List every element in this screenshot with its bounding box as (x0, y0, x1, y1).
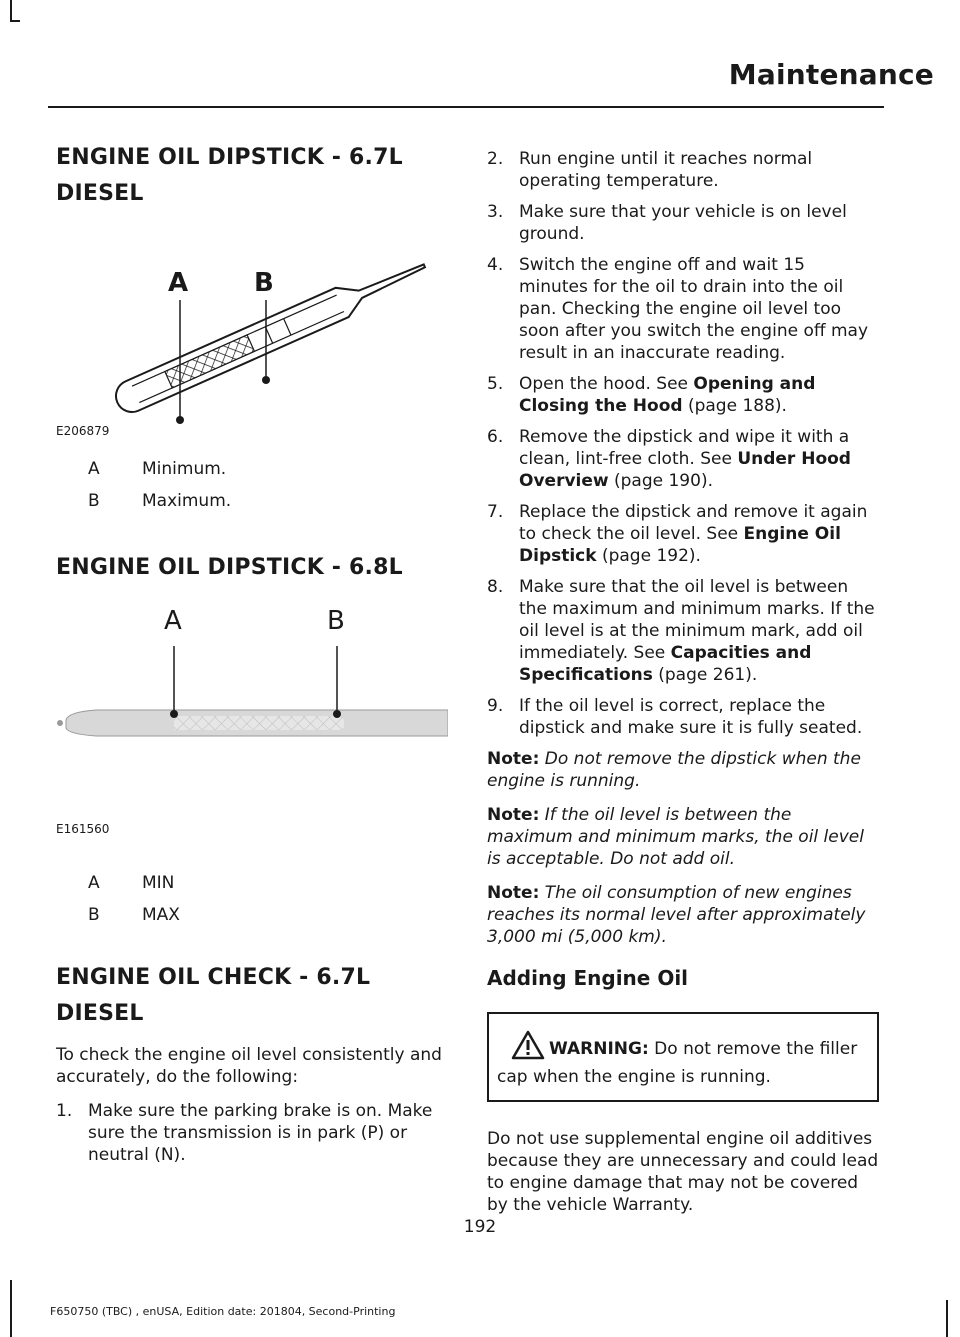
step-text (519, 695, 879, 739)
subsection-title-adding-oil: Adding Engine Oil (487, 966, 689, 990)
legend-key: A (88, 873, 100, 893)
note (487, 748, 879, 792)
figure-code: E161560 (56, 822, 110, 836)
legend-row (56, 872, 448, 894)
step-text-body: Make sure that your vehicle is on level ground. (519, 202, 847, 244)
step-number: 9. (487, 696, 504, 716)
step-text-body: Remove the dipstick and wipe it with a clean, lint-free cloth. See (519, 427, 850, 469)
step-number: 1. (56, 1101, 73, 1121)
step-text-body: Make sure that the oil level is between the maximum and minimum marks. If the oil level is at the minimum mark, add oil immediately. See (519, 577, 875, 663)
warning-text: Do not remove the filler cap when the engine is running. (497, 1039, 858, 1087)
section-title-line2: DIESEL (56, 1001, 144, 1026)
intro-paragraph: To check the engine oil level consistently and accurately, do the following: (56, 1045, 442, 1087)
step-text-body: Run engine until it reaches normal operating temperature. (519, 149, 813, 191)
section-title-line1: ENGINE OIL DIPSTICK - 6.7L (56, 145, 403, 170)
footer-edition: F650750 (TBC) , enUSA, Edition date: 201804, Second-Printing (50, 1305, 396, 1318)
callout-a: A (168, 268, 189, 298)
list-item (487, 695, 879, 739)
warning-triangle-icon (511, 1030, 545, 1066)
left-column (56, 140, 448, 1175)
cross-reference-link[interactable]: Opening and Closing the Hood (519, 374, 816, 416)
legend-value: MAX (142, 905, 180, 925)
page-reference: (page 190). (608, 471, 713, 491)
step-number: 6. (487, 427, 504, 447)
step-text: Make sure the parking brake is on. Make sure the transmission is in park (P) or neutral (N). (88, 1101, 433, 1165)
step-number: 2. (487, 149, 504, 169)
steps-list-right (487, 148, 879, 739)
dipstick-67-illustration (56, 210, 448, 450)
warning-label: WARNING: (549, 1039, 649, 1059)
cross-reference-link[interactable]: Under Hood Overview (519, 449, 851, 491)
list-item (487, 576, 879, 686)
step-number: 7. (487, 502, 504, 522)
crop-mark-bottom-left (10, 1280, 12, 1337)
note-text: Do not remove the dipstick when the engine is running. (487, 749, 861, 791)
cross-reference-link[interactable]: Engine Oil Dipstick (519, 524, 841, 566)
section-title-dipstick-68: ENGINE OIL DIPSTICK - 6.8L (56, 555, 403, 580)
section-title-oil-check (56, 960, 448, 1032)
legend-key: B (88, 491, 100, 511)
note-text: The oil consumption of new engines reaches its normal level after approximately 3,000 mi (5,000 km). (487, 883, 866, 947)
note-label: Note: (487, 805, 540, 825)
section-title-line2: DIESEL (56, 181, 144, 206)
note-label: Note: (487, 749, 540, 769)
callout-a: A (164, 606, 182, 636)
legend-value: Minimum. (142, 459, 227, 479)
header-rule (48, 106, 884, 108)
page-reference: (page 261). (652, 665, 758, 685)
page-reference: (page 188). (682, 396, 787, 416)
note (487, 804, 879, 870)
legend-68 (56, 872, 448, 926)
legend-row (56, 490, 448, 512)
crop-mark-bottom-right (946, 1300, 948, 1337)
page-header-title: Maintenance (728, 58, 934, 91)
figure-code: E206879 (56, 424, 110, 438)
step-number: 4. (487, 255, 504, 275)
section-title-line1: ENGINE OIL CHECK - 6.7L (56, 965, 371, 990)
step-text-body: Replace the dipstick and remove it again to check the oil level. See (519, 502, 868, 544)
step-text-body: If the oil level is correct, replace the dipstick and make sure it is fully seated. (519, 696, 863, 738)
callout-b: B (254, 268, 274, 298)
closing-paragraph: Do not use supplemental engine oil additives because they are unnecessary and could lead to engine damage that may not be covered by the vehicle Warranty. (487, 1129, 879, 1215)
step-text (519, 201, 879, 245)
figure-dipstick-68 (56, 596, 448, 856)
legend-row (56, 458, 448, 480)
step-text-body: Switch the engine off and wait 15 minutes for the oil to drain into the oil pan. Checking the engine oil level too soon after you switch the engine off may result in an inaccurate reading. (519, 255, 869, 363)
dipstick-68-illustration (56, 596, 448, 856)
cross-reference-link[interactable]: Capacities and Specifications (519, 643, 812, 685)
section-title-dipstick-67 (56, 140, 448, 212)
step-text (519, 576, 879, 686)
crop-mark-top-left (10, 0, 12, 22)
list-item (487, 373, 879, 417)
legend-value: Maximum. (142, 491, 232, 511)
note-text: If the oil level is between the maximum and minimum marks, the oil level is acceptable. Do not add oil. (487, 805, 864, 869)
figure-dipstick-67 (56, 210, 448, 450)
legend-key: B (88, 905, 100, 925)
step-text (519, 501, 879, 567)
legend-value: MIN (142, 873, 175, 893)
legend-67 (56, 458, 448, 512)
step-text (519, 148, 879, 192)
list-item (487, 201, 879, 245)
step-text (519, 426, 879, 492)
note (487, 882, 879, 948)
list-item (487, 501, 879, 567)
warning-box (487, 1012, 879, 1102)
step-text-body: Open the hood. See (519, 374, 694, 394)
callout-b: B (327, 606, 345, 636)
crop-mark-top-left-h (10, 20, 20, 22)
legend-key: A (88, 459, 100, 479)
step-text (519, 254, 879, 364)
step-number: 5. (487, 374, 504, 394)
list-item (487, 254, 879, 364)
right-column (487, 148, 879, 1228)
page-reference: (page 192). (596, 546, 701, 566)
list-item (487, 426, 879, 492)
step-number: 8. (487, 577, 504, 597)
steps-list-left (56, 1100, 448, 1166)
page-number: 192 (463, 1217, 497, 1237)
step-number: 3. (487, 202, 504, 222)
list-item (487, 148, 879, 192)
step-text (519, 373, 879, 417)
note-label: Note: (487, 883, 540, 903)
list-item (56, 1100, 448, 1166)
legend-row (56, 904, 448, 926)
